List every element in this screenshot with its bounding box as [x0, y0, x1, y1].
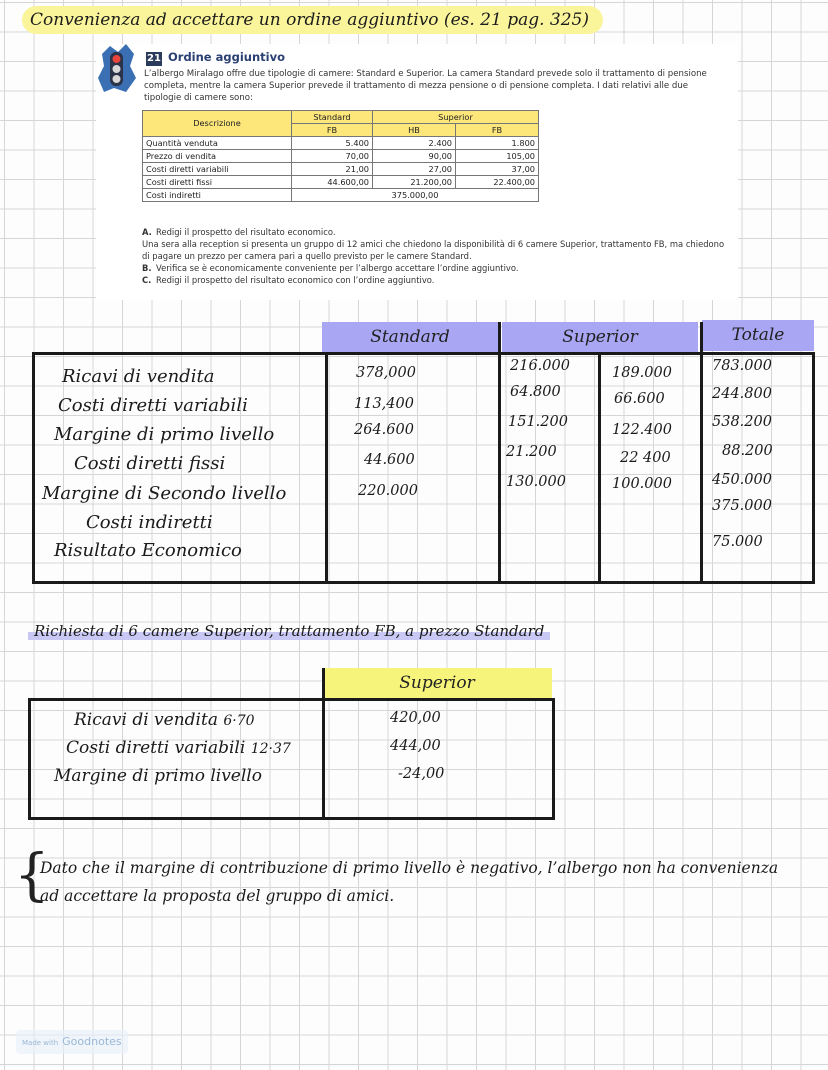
row-label: Costi diretti fissi [143, 176, 292, 189]
brand-label: Goodnotes [62, 1035, 122, 1048]
col-superior-fb: FB [456, 124, 539, 137]
question-letter: B. [142, 263, 152, 273]
page-title: Convenienza ad accettare un ordine aggiuntivo (es. 21 pag. 325) [22, 6, 603, 34]
table-row [143, 137, 539, 150]
exercise-number: 21 [147, 53, 161, 64]
col-descrizione: Descrizione [143, 111, 292, 137]
row-label: Margine di primo livello [54, 424, 275, 445]
standard-value: 44.600 [364, 452, 415, 468]
column-divider [700, 322, 703, 582]
order-row-calc: 6·70 [223, 713, 255, 729]
standard-value: 220.000 [358, 483, 418, 499]
exercise-questions [142, 226, 728, 286]
textbook-excerpt [96, 44, 738, 300]
order-row-label: Costi diretti variabili [66, 738, 246, 758]
column-divider [498, 322, 501, 582]
superior-fb-value: 189.000 [612, 365, 672, 381]
goodnotes-watermark [16, 1030, 128, 1054]
exercise-data-table [142, 110, 539, 202]
superior-fb-value: 100.000 [612, 476, 672, 492]
order-row [66, 738, 291, 758]
totale-value: 538.200 [712, 414, 772, 430]
column-divider [322, 668, 325, 817]
question-letter: C. [142, 275, 152, 285]
header-totale: Totale [702, 320, 814, 351]
col-superior: Superior [373, 111, 539, 124]
order-value: 444,00 [390, 738, 441, 754]
curly-brace-mark: { [14, 843, 50, 908]
table-row [143, 189, 539, 202]
cell: 70,00 [292, 150, 373, 163]
question-a [142, 226, 728, 238]
traffic-light-icon [96, 44, 138, 94]
table-row [143, 150, 539, 163]
question-text: Redigi il prospetto del risultato economico con l’ordine aggiuntivo. [156, 275, 435, 285]
totale-value: 375.000 [712, 498, 772, 514]
cell: 44.600,00 [292, 176, 373, 189]
superior-hb-value: 21.200 [506, 444, 557, 460]
standard-value: 264.600 [354, 422, 414, 438]
col-superior-hb: HB [373, 124, 456, 137]
table-row [143, 163, 539, 176]
header-standard: Standard [322, 322, 498, 353]
cell: 90,00 [373, 150, 456, 163]
order-row-calc: 12·37 [250, 741, 291, 757]
order-row-label: Ricavi di vendita [74, 710, 218, 730]
superior-hb-value: 216.000 [510, 358, 570, 374]
question-b [142, 262, 728, 274]
superior-fb-value: 66.600 [614, 391, 665, 407]
cell: 5.400 [292, 137, 373, 150]
header-superior: Superior [502, 322, 698, 353]
row-label: Costi diretti variabili [58, 395, 248, 416]
standard-value: 113,400 [354, 396, 414, 412]
question-text: Redigi il prospetto del risultato economico. [156, 227, 336, 237]
cell: 105,00 [456, 150, 539, 163]
order-row-label: Margine di primo livello [54, 766, 262, 786]
row-label: Costi diretti fissi [74, 453, 226, 474]
cell: 22.400,00 [456, 176, 539, 189]
col-standard: Standard [292, 111, 373, 124]
order-row [54, 766, 262, 786]
exercise-heading: Ordine aggiuntivo [168, 50, 285, 64]
exercise-intro: L’albergo Miralago offre due tipologie di camere: Standard e Superior. La camera Standard prevede solo il trattamento di pensione completa, mentre la camera Superior prevede il trattamento di mezza pensione o di pensione completa. I dati relativi alle due tipologie di camere sono: [144, 69, 707, 103]
question-text: Verifica se è economicamente conveniente per l’albergo accettare l’ordine aggiuntivo. [156, 263, 519, 273]
row-label: Costi indiretti [86, 512, 213, 533]
totale-value: 783.000 [712, 358, 772, 374]
question-letter: A. [142, 227, 152, 237]
cell: 1.800 [456, 137, 539, 150]
row-label: Costi indiretti [143, 189, 292, 202]
cell: 27,00 [373, 163, 456, 176]
row-label: Ricavi di vendita [62, 366, 215, 387]
cell: 37,00 [456, 163, 539, 176]
order-row [74, 710, 255, 730]
row-label: Margine di Secondo livello [42, 483, 287, 504]
cell: 375.000,00 [292, 189, 539, 202]
superior-hb-value: 151.200 [508, 414, 568, 430]
conclusion-text: Dato che il margine di contribuzione di primo livello è negativo, l’albergo non ha convenienza ad accettare la proposta del gruppo di amici. [40, 859, 779, 905]
row-label: Quantità venduta [143, 137, 292, 150]
scenario-text: Una sera alla reception si presenta un gruppo di 12 amici che chiedono la disponibilità di 6 camere Superior, trattamento FB, ma chiedono di pagare un prezzo per camera pari a quello previsto per le camere Standard. [142, 239, 725, 261]
superior-hb-value: 64.800 [510, 384, 561, 400]
superior-fb-value: 122.400 [612, 422, 672, 438]
cell: 21,00 [292, 163, 373, 176]
col-standard-fb: FB [292, 124, 373, 137]
standard-value: 378,000 [356, 365, 416, 381]
cell: 21.200,00 [373, 176, 456, 189]
superior-fb-value: 22 400 [620, 450, 671, 466]
table-row [143, 176, 539, 189]
order-value: 420,00 [390, 710, 441, 726]
row-label: Prezzo di vendita [143, 150, 292, 163]
order-value: -24,00 [398, 766, 445, 782]
question-c [142, 274, 728, 286]
order-header-superior: Superior [322, 668, 552, 700]
row-label: Risultato Economico [54, 540, 242, 561]
totale-value: 450.000 [712, 472, 772, 488]
totale-value: 88.200 [722, 443, 773, 459]
cell: 2.400 [373, 137, 456, 150]
made-with-label: Made with [22, 1039, 59, 1047]
totale-value: 75.000 [712, 534, 763, 550]
column-divider [598, 352, 601, 582]
row-label: Costi diretti variabili [143, 163, 292, 176]
request-text: Richiesta di 6 camere Superior, trattamento FB, a prezzo Standard [28, 620, 550, 642]
totale-value: 244.800 [712, 386, 772, 402]
superior-hb-value: 130.000 [506, 474, 566, 490]
